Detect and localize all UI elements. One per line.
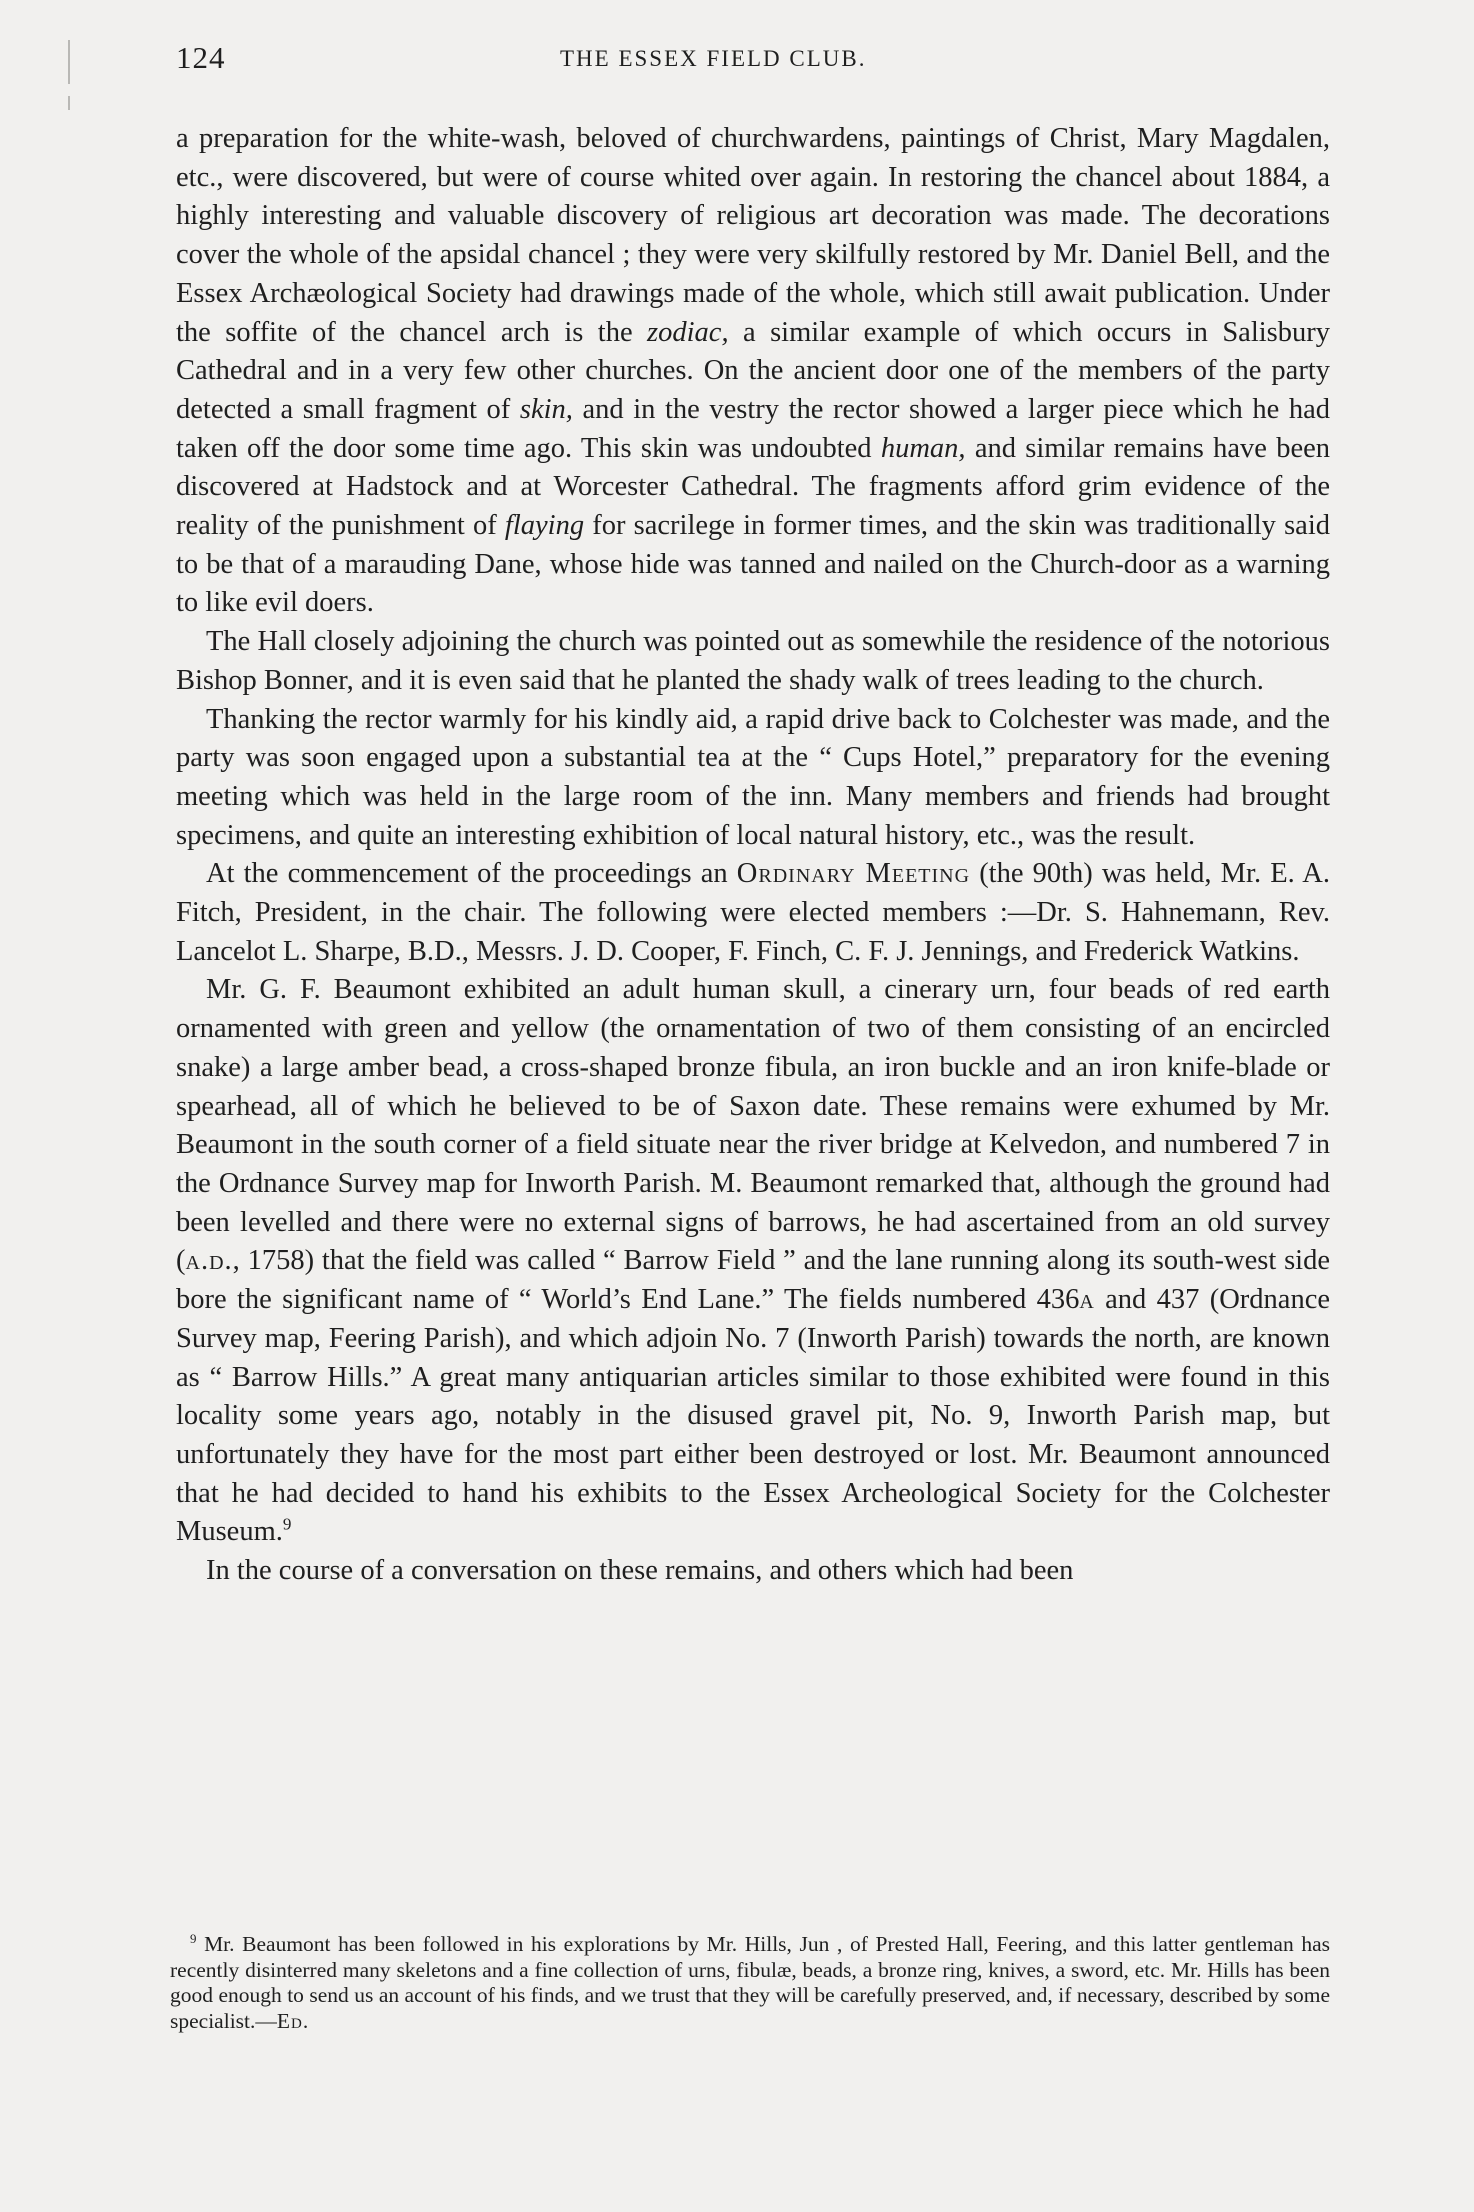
text-run: Mr. G. F. Beaumont exhibited an adult human skull, a cinerary urn, four beads of red earth ornamented with green and yellow (the ornamentation of two of them consisting of an encircled snake) a large amber bead, a cross-shaped bronze fibula, an iron buckle and an iron knife-blade or spearhead, all of which he believed to be of Saxon date. These remains were exhumed by Mr. Beaumont in the south corner of a field situate near the river bridge at Kelvedon, and numbered 7 in the Ordnance Survey map for Inworth Parish. M. Beaumont remarked that, although the ground had been levelled and there were no external signs of barrows, he had ascertained from an old survey ( [176, 974, 1330, 1277]
paragraph: In the course of a conversation on these remains, and others which had been [206, 1555, 1074, 1587]
text-run: and 437 (Ordnance Survey map, Feering Parish), and which adjoin No. 7 (Inworth Parish) towards the north, are known as “ Barrow Hills.” A great many antiquarian articles similar to those exhibited were found in this locality some years ago, notably in the disused gravel pit, No. 9, Inworth Parish map, but unfortunately they have for the most part either been destroyed or lost. Mr. Beaumont announced that he had decided to hand his exhibits to the Essex Archeological Society for the Colchester Museum. [176, 1284, 1330, 1548]
margin-scratch [68, 40, 70, 84]
paragraph [176, 971, 1330, 1552]
text-run: for sacrilege in former times, and the skin was traditionally said to be that of a marauding Dane, whose hide was tanned and nailed on the Church-door as a warning to like evil doers. [176, 510, 1330, 619]
page-header [176, 40, 1326, 80]
paragraph [176, 855, 1330, 971]
small-caps-run: Ed. [276, 2008, 310, 2033]
italic-run: flaying [504, 510, 585, 542]
text-run: a preparation for the white-wash, beloved of churchwardens, paintings of Christ, Mary Magdalen, etc., were discovered, but were of course whited over again. In restoring the chancel about 1884, a highly interesting and valuable discovery of religious art decoration was made. The decorations cover the whole of the apsidal chancel ; they were very skilfully restored by Mr. Daniel Bell, and the Essex Archæological Society had drawings made of the whole, which still await publication. Under the soffite of the chancel arch is the [176, 123, 1330, 348]
paragraph [176, 120, 1330, 623]
text-run: At the commencement of the proceedings an [206, 858, 737, 890]
footnote-reference: 9 [282, 1514, 292, 1534]
text-run: Mr. Beaumont has been followed in his explorations by Mr. Hills, Jun , of Prested Hall, Feering, and this latter gentleman has recently disinterred many skeletons and a fine collection of urns, fibulæ, beads, a bronze ring, knives, a sword, etc. Mr. Hills has been good enough to send us an account of his finds, and we trust that they will be carefully preserved, and, if necessary, described by some specialist.— [170, 1932, 1330, 2033]
page-number: 124 [176, 40, 226, 75]
small-caps-run: a.d. [185, 1245, 233, 1277]
footnote-text [170, 1932, 1330, 2034]
footnote-marker: 9 [190, 1931, 197, 1946]
running-head: THE ESSEX FIELD CLUB. [560, 46, 867, 71]
text-run: (the 90th) was held, Mr. E. A. Fitch, President, in the chair. The following were elected members :—Dr. S. Hahnemann, Rev. Lancelot L. Sharpe, B.D., Messrs. J. D. Cooper, F. Finch, C. F. J. Jennings, and Frederick Watkins. [176, 858, 1330, 967]
text-run: , 1758) that the field was called “ Barrow Field ” and the lane running along its south-west side bore the significant name of “ World’s End Lane.” The fields numbered 436 [176, 1245, 1330, 1316]
italic-run: skin, [519, 393, 573, 425]
footnote [170, 1932, 1330, 2034]
italic-run: human, [880, 432, 966, 464]
italic-run: zodiac, [647, 316, 729, 348]
text-run: and in the vestry the rector showed a larger piece which he had taken off the door some time ago. This skin was undoubted [176, 393, 1330, 464]
text-run: and similar remains have been discovered at Hadstock and at Worcester Cathedral. The fragments afford grim evidence of the reality of the punishment of [176, 432, 1330, 542]
small-caps-run: a [1079, 1284, 1095, 1316]
text-run: a similar example of which occurs in Salisbury Cathedral and in a very few other churches. On the ancient door one of the members of the party detected a small fragment of [176, 316, 1330, 425]
small-caps-run: Ordinary Meeting [736, 858, 971, 890]
paragraph: Thanking the rector warmly for his kindly aid, a rapid drive back to Colchester was made, and the party was soon engaged upon a substantial tea at the “ Cups Hotel,” preparatory for the evening meeting which was held in the large room of the inn. Many members and friends had brought specimens, and quite an interesting exhibition of local natural history, etc., was the result. [176, 703, 1330, 851]
body-text [176, 120, 1330, 1591]
margin-scratch [68, 96, 70, 110]
paragraph: The Hall closely adjoining the church was pointed out as somewhile the residence of the notorious Bishop Bonner, and it is even said that he planted the shady walk of trees leading to the church. [176, 626, 1330, 696]
